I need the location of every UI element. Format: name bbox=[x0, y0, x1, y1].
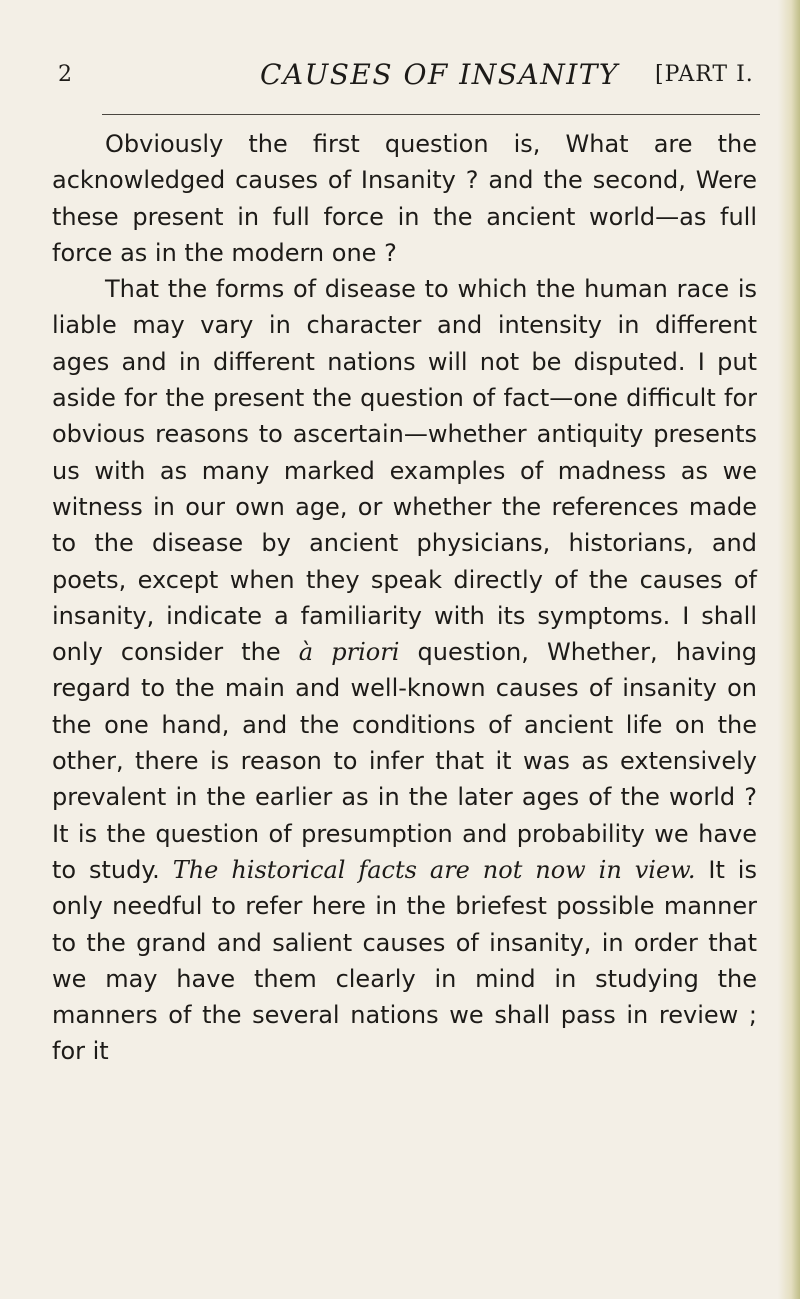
paragraph-2-text-c: It is only needful to refer here in the briefest possible manner to the grand and salient causes of insanity, in order that we may have them clearly in mind in studying the manners of the several nations we shall pass in review ; for it bbox=[52, 855, 757, 1066]
page-header bbox=[48, 58, 768, 98]
part-marker: [PART I. bbox=[655, 62, 754, 87]
body-text bbox=[52, 126, 757, 1070]
paragraph-2-italic-historical-facts: The historical facts are not now in view. bbox=[172, 855, 696, 884]
paragraph-2 bbox=[52, 271, 757, 1070]
page-edge-shadow bbox=[778, 0, 800, 1299]
page-number: 2 bbox=[58, 62, 72, 87]
header-rule bbox=[102, 114, 760, 115]
paragraph-2-text-b: question, Whether, having regard to the main and well-known causes of insanity on the one hand, and the conditions of ancient life on the other, there is reason to infer that it was as extensively prevalent in the earlier as in the later ages of the world ? It is the question of presumption and probability we have to study. bbox=[52, 638, 758, 884]
paragraph-1 bbox=[52, 126, 757, 271]
running-title: CAUSES OF INSANITY bbox=[260, 58, 619, 91]
paragraph-1-text: Obviously the first question is, What are the acknowledged causes of Insanity ? and the second, Were these present in full force in the ancient world—as full force as in the modern one ? bbox=[52, 130, 757, 267]
paragraph-2-italic-a-priori: à priori bbox=[298, 638, 400, 667]
paragraph-2-text-a: That the forms of disease to which the human race is liable may vary in character and intensity in different ages and in different nations will not be disputed. I put aside for the present the question of fact—one difficult for obvious reasons to ascertain—whether antiquity presents us with as many marked examples of madness as we witness in our own age, or whether the references made to the disease by ancient physicians, historians, and poets, except when they speak directly of the causes of insanity, indicate a familiarity with its symptoms. I shall only consider the bbox=[52, 275, 757, 667]
